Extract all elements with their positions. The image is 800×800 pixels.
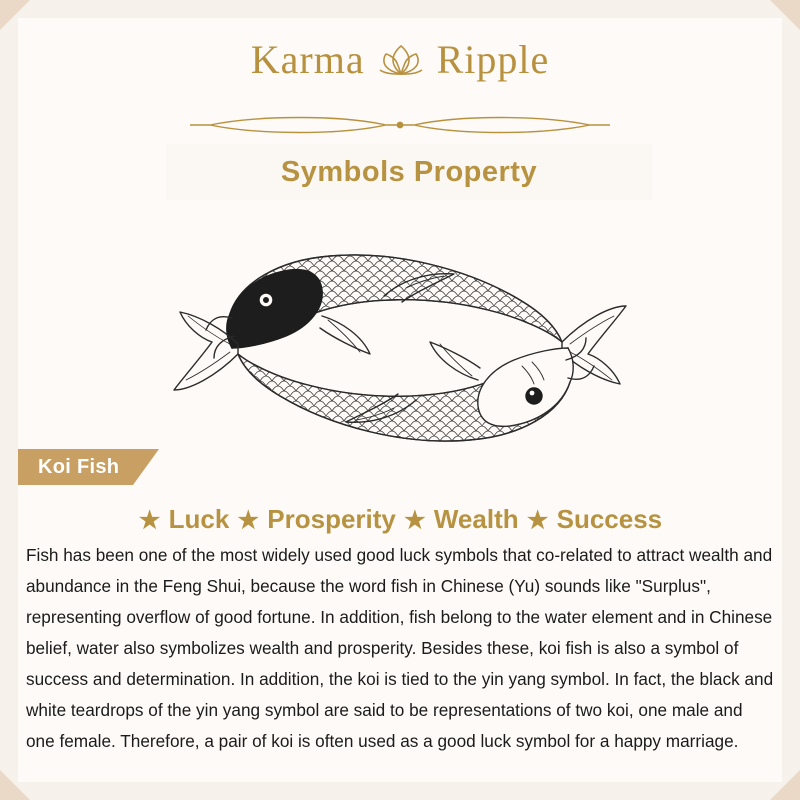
keyword-prosperity: Prosperity: [267, 504, 396, 534]
star-icon: ★: [237, 507, 260, 534]
star-icon: ★: [526, 507, 549, 534]
keyword-success: Success: [556, 504, 663, 534]
content-card: [18, 18, 782, 782]
symbol-label-text: Koi Fish: [18, 449, 133, 485]
lotus-icon: [375, 40, 427, 80]
brand-flourish-decoration: [190, 114, 610, 136]
keywords-row: [18, 504, 782, 535]
symbol-label-ribbon: [18, 449, 159, 485]
keyword-wealth: Wealth: [433, 504, 519, 534]
star-icon: ★: [138, 507, 161, 534]
description-paragraph: Fish has been one of the most widely used good luck symbols that co-related to attract wealth and abundance in the Feng Shui, because the word fish in Chinese (Yu) sounds like "Surplus", representing overflow of good fortune. In addition, fish belong to the water element and in Chinese belief, water also symbolizes wealth and prosperity. Besides these, koi fish is also a symbol of success and determination. In addition, the koi is tied to the yin yang symbol. In fact, the black and white teardrops of the yin yang symbol are said to be representations of two koi, one male and one female. Therefore, a pair of koi is often used as a good luck symbol for a happy marriage.: [26, 545, 774, 751]
ribbon-tail-decoration: [133, 449, 159, 485]
star-icon: ★: [404, 507, 426, 534]
brand-name-right: Ripple: [436, 37, 550, 82]
page-title-text: Symbols Property: [280, 155, 538, 188]
page-title: [166, 144, 652, 200]
brand-name-left: Karma: [250, 37, 365, 82]
brand-logo: [18, 36, 782, 83]
keyword-luck: Luck: [168, 504, 230, 534]
